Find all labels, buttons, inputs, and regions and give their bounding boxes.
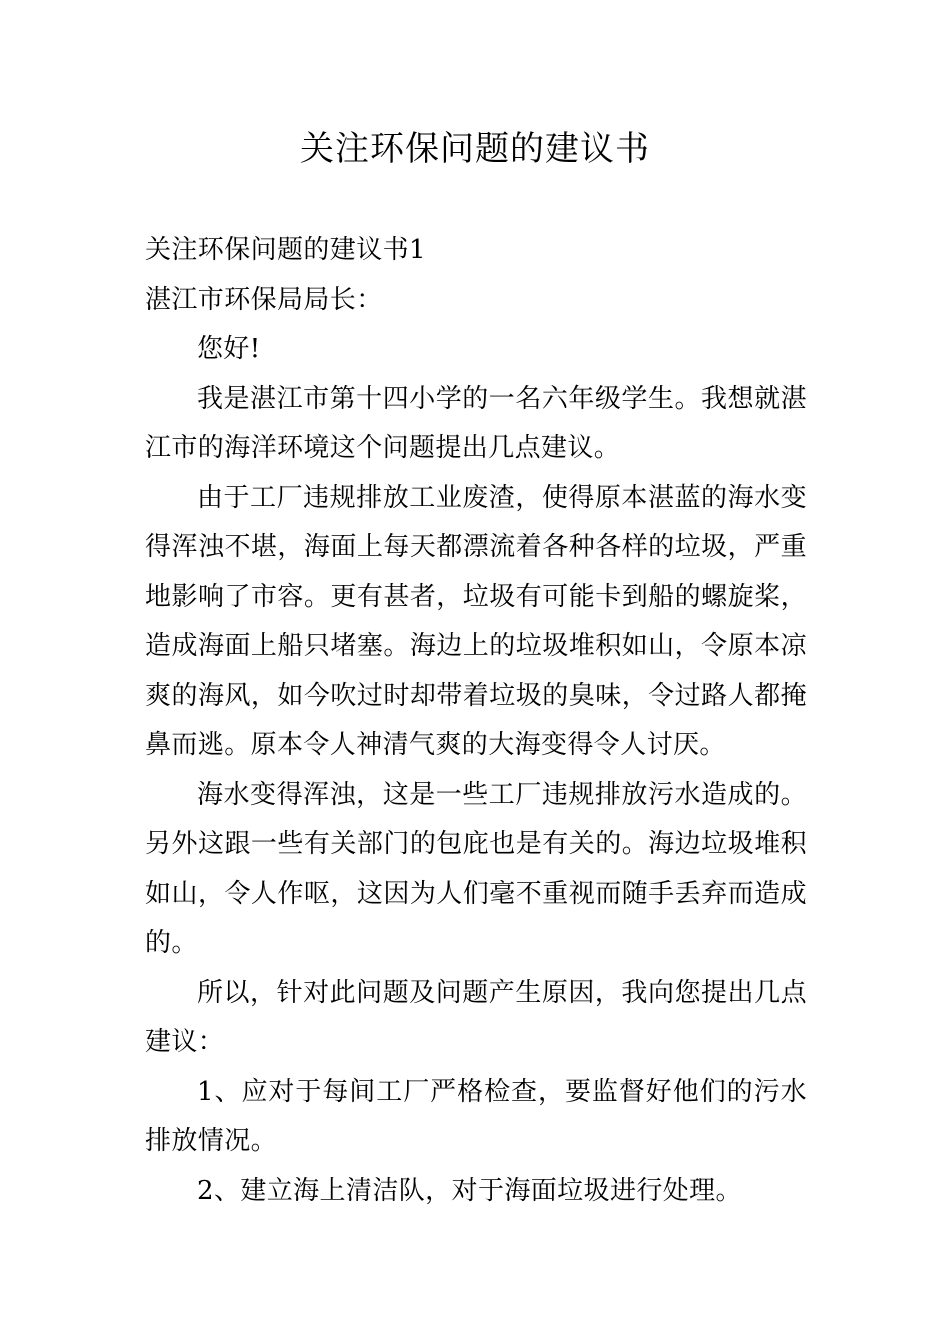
suggestion-item: 2、建立海上清洁队，对于海面垃圾进行处理。 [197, 1175, 742, 1206]
paragraph: 海水变得浑浊，这是一些工厂违规排放污水造成的。另外这跟一些有关部门的包庇也是有关的。海边垃圾堆积如山，令人作呕，这因为人们毫不重视而随手丢弃而造成的。 [145, 779, 807, 958]
paragraph: 由于工厂违规排放工业废渣，使得原本湛蓝的海水变得浑浊不堪，海面上每天都漂流着各种各样的垃圾，严重地影响了市容。更有甚者，垃圾有可能卡到船的螺旋桨，造成海面上船只堵塞。海边上的垃圾堆积如山，令原本凉爽的海风，如今吹过时却带着垃圾的臭味，令过路人都掩鼻而逃。原本令人神清气爽的大海变得令人讨厌。 [145, 482, 807, 760]
suggestion-item: 1、应对于每间工厂严格检查，要监督好他们的污水排放情况。 [145, 1076, 807, 1156]
document-subtitle: 关注环保问题的建议书1 [145, 235, 426, 265]
paragraph: 所以，针对此问题及问题产生原因，我向您提出几点建议： [145, 977, 807, 1057]
document-title: 关注环保问题的建议书 [300, 129, 650, 169]
greeting: 您好! [197, 334, 261, 364]
paragraph: 我是湛江市第十四小学的一名六年级学生。我想就湛江市的海洋环境这个问题提出几点建议。 [145, 383, 807, 463]
document-body [145, 226, 807, 1216]
salutation: 湛江市环保局局长： [145, 284, 383, 315]
